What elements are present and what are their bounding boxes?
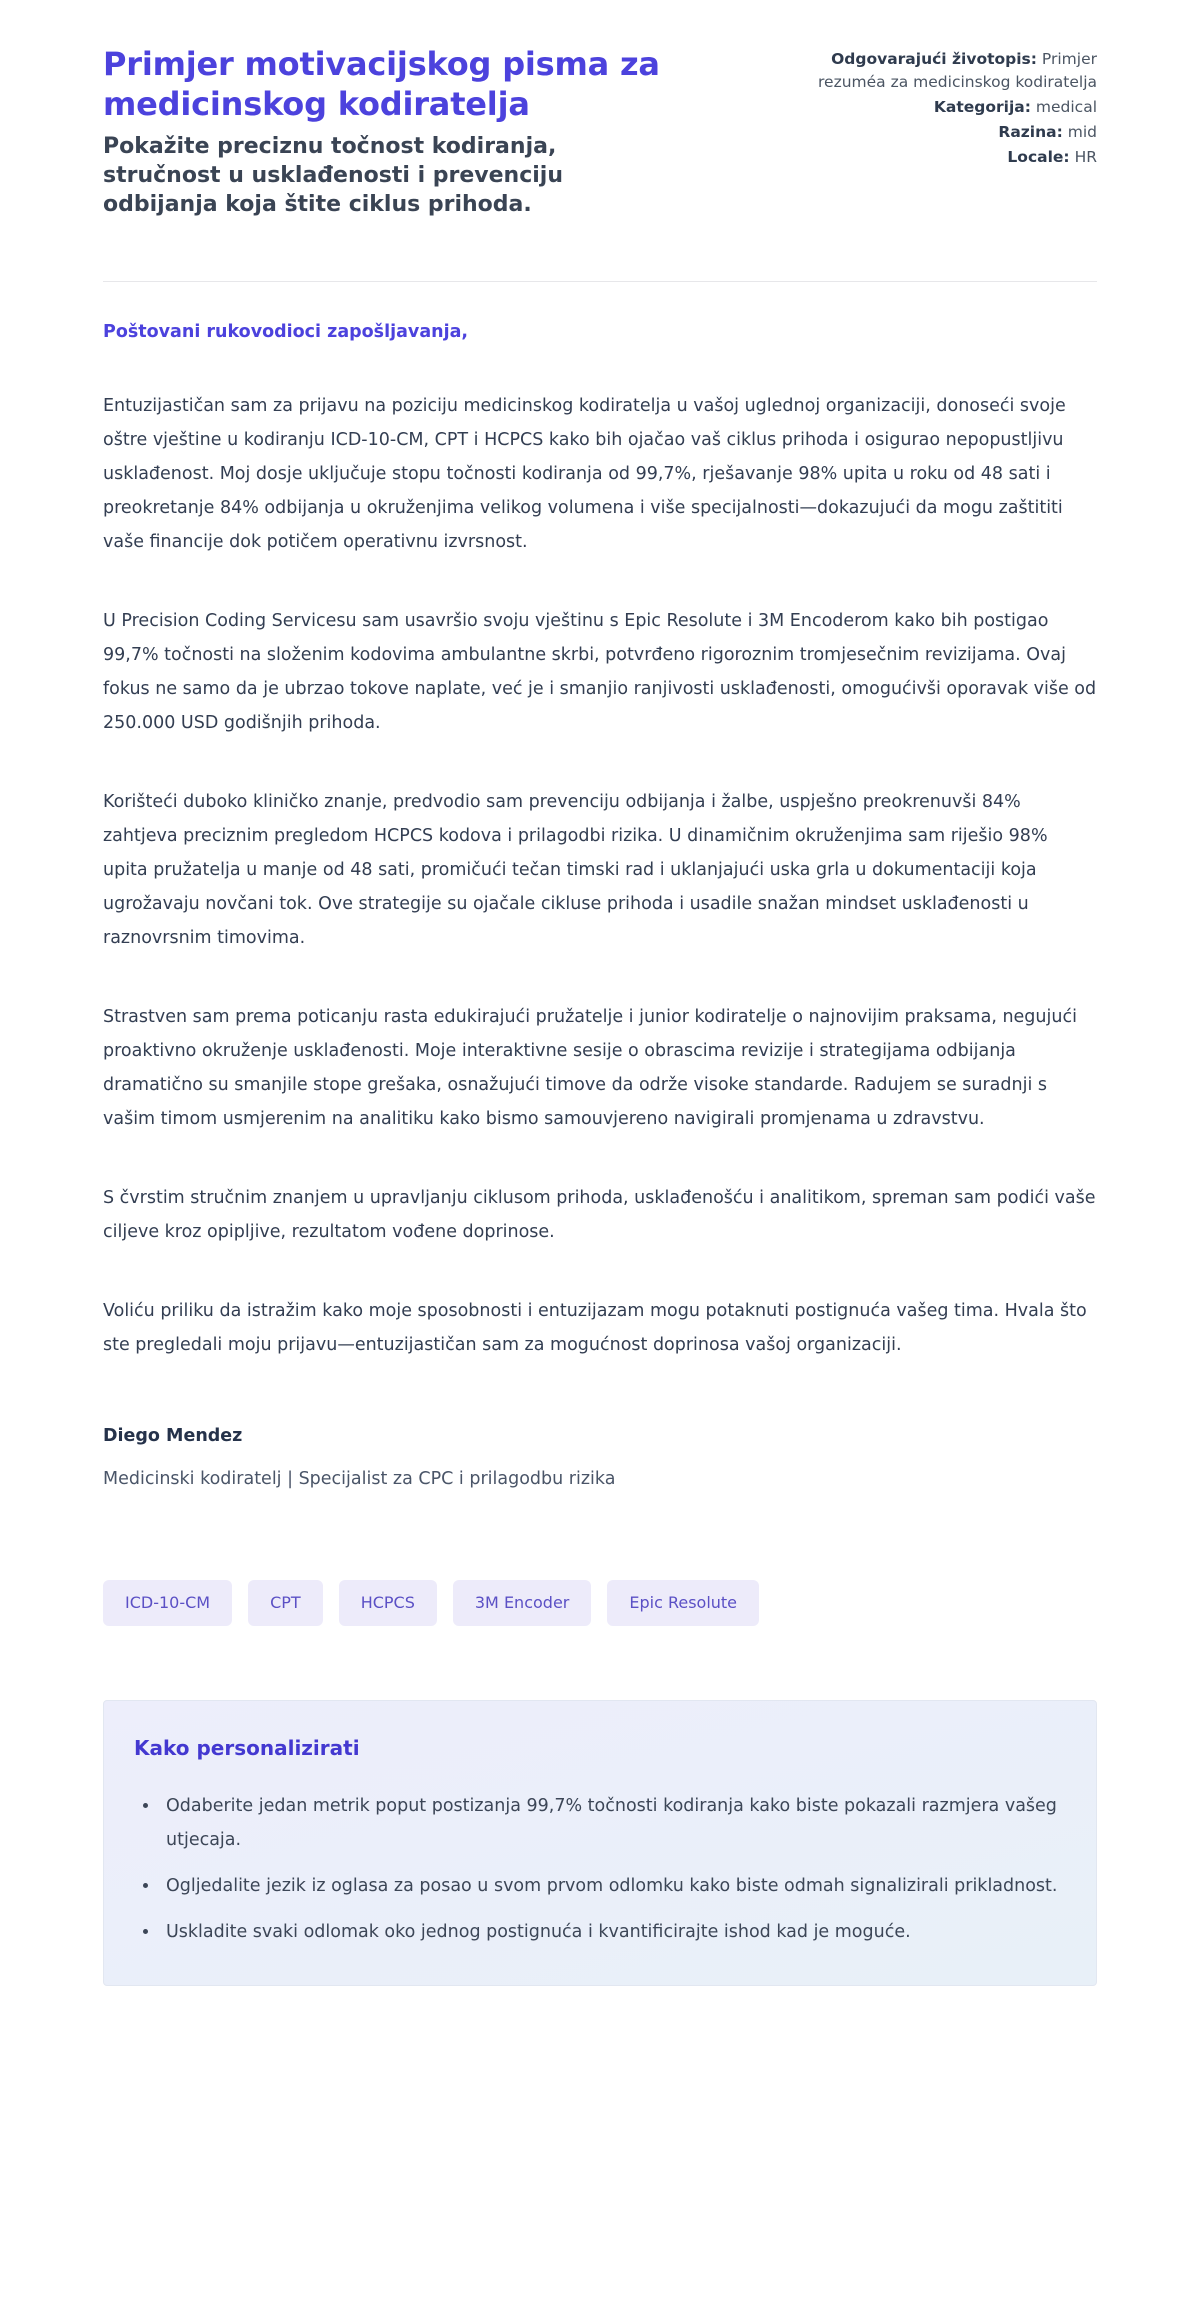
letter-paragraph: S čvrstim stručnim znanjem u upravljanju ciklusom prihoda, usklađenošću i analitikom, spreman sam podići vaše ciljeve kroz opipljive, rezultatom vođene doprinose.	[103, 1188, 1096, 1242]
meta-row-category	[797, 96, 1097, 119]
cover-letter-page	[103, 0, 1097, 2052]
header-divider	[103, 281, 1097, 282]
tag-badge: HCPCS	[339, 1580, 437, 1626]
tag-badge: 3M Encoder	[453, 1580, 591, 1626]
letter-body	[103, 320, 1097, 1492]
meta-label: Razina:	[998, 123, 1063, 141]
meta-value: mid	[1067, 123, 1097, 141]
letter-paragraph: Korišteći duboko kliničko znanje, predvodio sam prevenciju odbijanja i žalbe, uspješno preokrenuvši 84% zahtjeva preciznim pregledom HCPCS kodova i prilagodbi rizika. U dinamičnim okruženjima sam riješio 98% upita pružatelja u manje od 48 sati, promičući tečan timski rad i uklanjajući uska grla u dokumentaciji koja ugrožavaju novčani tok. Ove strategije su ojačale cikluse prihoda i usadile snažan mindset usklađenosti u raznovrsnim timovima.	[103, 792, 1048, 948]
meta-value: medical	[1035, 98, 1097, 116]
letter-paragraph: U Precision Coding Servicesu sam usavršio svoju vještinu s Epic Resolute i 3M Encoderom kako bih postigao 99,7% točnosti na složenim kodovima ambulantne skrbi, potvrđeno rigoroznim tromjesečnim revizijama. Ovaj fokus ne samo da je ubrzao tokove naplate, već je i smanjio ranjivosti usklađenosti, omogućivši oporavak više od 250.000 USD godišnjih prihoda.	[103, 611, 1097, 733]
meta-row-matching-resume	[797, 48, 1097, 94]
tip-item: • Odaberite jedan metrik poput postizanja 99,7% točnosti kodiranja kako biste pokazali razmjera vašeg utjecaja.	[160, 1789, 1066, 1857]
tag-badge: CPT	[248, 1580, 323, 1626]
tag-badge: Epic Resolute	[607, 1580, 759, 1626]
meta-label: Odgovarajući životopis:	[831, 50, 1037, 68]
letter-paragraph: Entuzijastičan sam za prijavu na poziciju medicinskog kodiratelja u vašoj uglednoj organizaciji, donoseći svoje oštre vještine u kodiranju ICD-10-CM, CPT i HCPCS kako bih ojačao vaš ciklus prihoda i osigurao nepopustljivu usklađenost. Moj dosje uključuje stopu točnosti kodiranja od 99,7%, rješavanje 98% upita u roku od 48 sati i preokretanje 84% odbijanja u okruženjima velikog volumena i više specijalnosti—dokazujući da mogu zaštititi vaše financije dok potičem operativnu izvrsnost.	[103, 396, 1066, 552]
meta-value: Primjer rezuméa za medicinskog kodiratelja	[818, 50, 1097, 91]
tag-badge: ICD-10-CM	[103, 1580, 232, 1626]
keyword-tags	[103, 1580, 1097, 1626]
meta-label: Kategorija:	[933, 98, 1031, 116]
meta-label: Locale:	[1007, 148, 1070, 166]
personalization-tips-panel	[103, 1700, 1097, 1986]
tip-item: • Uskladite svaki odlomak oko jednog postignuća i kvantificirajte ishod kad je moguće.	[160, 1915, 1066, 1949]
page-subtitle: Pokažite preciznu točnost kodiranja, stručnost u usklađenosti i prevenciju odbijanja koja štite ciklus prihoda.	[103, 134, 563, 217]
header-title-block	[103, 44, 663, 219]
meta-row-locale	[797, 146, 1097, 169]
page-title: Primjer motivacijskog pisma za medicinskog kodiratelja	[103, 45, 660, 123]
letter-paragraph: Voliću priliku da istražim kako moje sposobnosti i entuzijazam mogu potaknuti postignuća vašeg tima. Hvala što ste pregledali moju prijavu—entuzijastičan sam za mogućnost doprinosa vašoj organizaciji.	[103, 1301, 1087, 1355]
meta-row-level	[797, 121, 1097, 144]
letter-paragraph: Strastven sam prema poticanju rasta edukirajući pružatelje i junior kodiratelje o najnovijim praksama, negujući proaktivno okruženje usklađenosti. Moje interaktivne sesije o obrascima revizije i strategijama odbijanja dramatično su smanjile stope grešaka, osnažujući timove da održe visoke standarde. Radujem se suradnji s vašim timom usmjerenim na analitiku kako bismo samouvjereno navigirali promjenama u zdravstvu.	[103, 1007, 1077, 1129]
page-header	[103, 44, 1097, 219]
tip-item: • Ogljedalite jezik iz oglasa za posao u svom prvom odlomku kako biste odmah signalizirali prikladnost.	[160, 1869, 1066, 1903]
meta-value: HR	[1074, 148, 1097, 166]
signature-name: Diego Mendez	[103, 1426, 243, 1446]
tips-title: Kako personalizirati	[134, 1736, 360, 1760]
letter-greeting: Poštovani rukovodioci zapošljavanja,	[103, 322, 469, 342]
tips-list	[134, 1789, 1066, 1949]
signature-title: Medicinski kodiratelj | Specijalist za CPC i prilagodbu rizika	[103, 1469, 616, 1489]
meta-block	[797, 44, 1097, 171]
